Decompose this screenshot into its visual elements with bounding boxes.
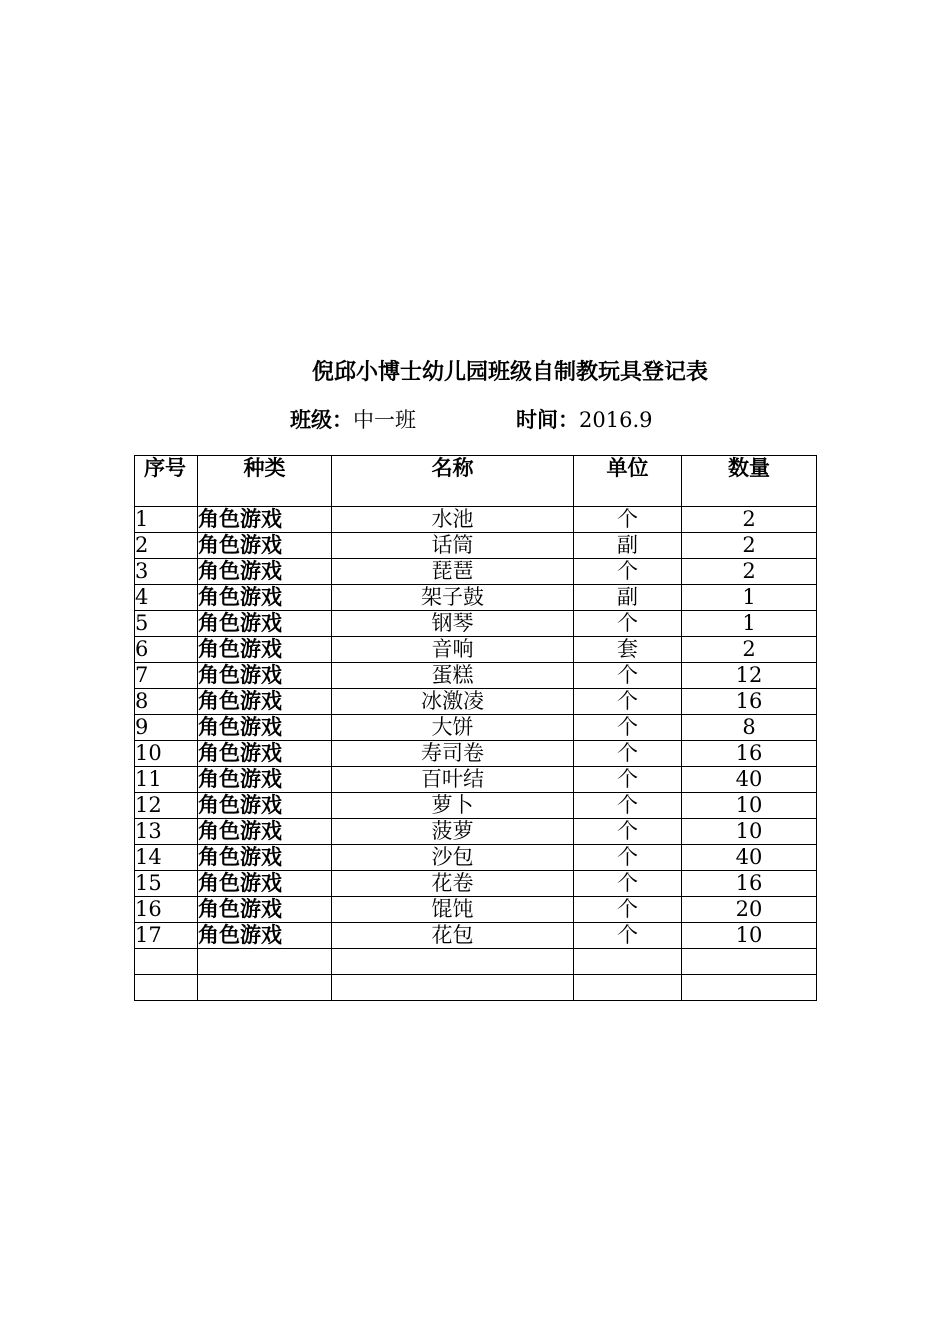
cell-type: 角色游戏 — [198, 845, 332, 871]
cell-seq: 1 — [135, 507, 198, 533]
cell-seq: 3 — [135, 559, 198, 585]
cell-seq: 16 — [135, 897, 198, 923]
table-body — [135, 507, 817, 1001]
cell-unit: 个 — [574, 507, 682, 533]
cell-name: 蛋糕 — [332, 663, 574, 689]
cell-name: 萝卜 — [332, 793, 574, 819]
table-row — [135, 845, 817, 871]
cell-quantity — [682, 975, 817, 1001]
cell-name: 琵琶 — [332, 559, 574, 585]
page-title: 倪邱小博士幼儿园班级自制教玩具登记表 — [311, 360, 708, 385]
cell-unit: 个 — [574, 689, 682, 715]
cell-quantity: 40 — [682, 845, 817, 871]
header-unit: 单位 — [574, 456, 682, 507]
cell-unit: 个 — [574, 767, 682, 793]
table-row — [135, 507, 817, 533]
cell-unit: 个 — [574, 897, 682, 923]
cell-type: 角色游戏 — [198, 741, 332, 767]
cell-quantity: 10 — [682, 923, 817, 949]
cell-type: 角色游戏 — [198, 923, 332, 949]
header-name: 名称 — [332, 456, 574, 507]
table-row — [135, 533, 817, 559]
table-row — [135, 793, 817, 819]
header-type: 种类 — [198, 456, 332, 507]
table-row — [135, 585, 817, 611]
table-row — [135, 663, 817, 689]
table-row — [135, 715, 817, 741]
cell-quantity: 16 — [682, 689, 817, 715]
cell-type: 角色游戏 — [198, 897, 332, 923]
class-info — [290, 404, 416, 436]
cell-type: 角色游戏 — [198, 689, 332, 715]
cell-quantity: 2 — [682, 559, 817, 585]
cell-name: 馄饨 — [332, 897, 574, 923]
cell-seq: 6 — [135, 637, 198, 663]
table-row — [135, 923, 817, 949]
cell-unit: 套 — [574, 637, 682, 663]
cell-name — [332, 975, 574, 1001]
cell-name: 寿司卷 — [332, 741, 574, 767]
cell-name: 大饼 — [332, 715, 574, 741]
cell-seq: 2 — [135, 533, 198, 559]
table-row — [135, 975, 817, 1001]
header-quantity: 数量 — [682, 456, 817, 507]
cell-unit: 个 — [574, 871, 682, 897]
cell-quantity: 1 — [682, 611, 817, 637]
table-header-row — [135, 456, 817, 507]
cell-quantity — [682, 949, 817, 975]
cell-seq — [135, 975, 198, 1001]
cell-quantity: 2 — [682, 637, 817, 663]
cell-unit: 个 — [574, 845, 682, 871]
cell-name: 钢琴 — [332, 611, 574, 637]
cell-type: 角色游戏 — [198, 871, 332, 897]
cell-name: 架子鼓 — [332, 585, 574, 611]
cell-seq: 10 — [135, 741, 198, 767]
cell-type — [198, 975, 332, 1001]
time-label: 时间： — [516, 408, 579, 432]
cell-name — [332, 949, 574, 975]
cell-seq: 11 — [135, 767, 198, 793]
cell-type: 角色游戏 — [198, 715, 332, 741]
table-row — [135, 897, 817, 923]
cell-seq: 12 — [135, 793, 198, 819]
cell-quantity: 20 — [682, 897, 817, 923]
cell-unit: 个 — [574, 923, 682, 949]
table-row — [135, 871, 817, 897]
cell-quantity: 2 — [682, 533, 817, 559]
cell-seq: 5 — [135, 611, 198, 637]
time-info — [516, 404, 652, 436]
cell-quantity: 12 — [682, 663, 817, 689]
cell-quantity: 10 — [682, 819, 817, 845]
cell-seq: 9 — [135, 715, 198, 741]
cell-name: 音响 — [332, 637, 574, 663]
cell-seq: 8 — [135, 689, 198, 715]
table-row — [135, 949, 817, 975]
cell-seq — [135, 949, 198, 975]
cell-unit: 个 — [574, 715, 682, 741]
table-row — [135, 611, 817, 637]
cell-quantity: 16 — [682, 871, 817, 897]
cell-unit: 副 — [574, 585, 682, 611]
cell-quantity: 8 — [682, 715, 817, 741]
cell-type: 角色游戏 — [198, 637, 332, 663]
cell-seq: 7 — [135, 663, 198, 689]
cell-name: 冰激凌 — [332, 689, 574, 715]
table-row — [135, 819, 817, 845]
cell-quantity: 1 — [682, 585, 817, 611]
cell-unit — [574, 975, 682, 1001]
cell-quantity: 40 — [682, 767, 817, 793]
cell-name: 话筒 — [332, 533, 574, 559]
cell-name: 花包 — [332, 923, 574, 949]
cell-type: 角色游戏 — [198, 611, 332, 637]
class-label: 班级： — [290, 408, 353, 432]
table-row — [135, 559, 817, 585]
cell-type: 角色游戏 — [198, 533, 332, 559]
cell-unit — [574, 949, 682, 975]
table-row — [135, 741, 817, 767]
cell-seq: 17 — [135, 923, 198, 949]
header-seq: 序号 — [135, 456, 198, 507]
toy-register-table — [134, 455, 817, 1001]
cell-seq: 4 — [135, 585, 198, 611]
cell-unit: 个 — [574, 559, 682, 585]
cell-quantity: 10 — [682, 793, 817, 819]
cell-name: 沙包 — [332, 845, 574, 871]
cell-type: 角色游戏 — [198, 793, 332, 819]
class-value: 中一班 — [353, 408, 416, 432]
cell-unit: 个 — [574, 741, 682, 767]
cell-type: 角色游戏 — [198, 819, 332, 845]
cell-type — [198, 949, 332, 975]
cell-type: 角色游戏 — [198, 559, 332, 585]
cell-name: 百叶结 — [332, 767, 574, 793]
cell-type: 角色游戏 — [198, 767, 332, 793]
table-row — [135, 767, 817, 793]
cell-name: 花卷 — [332, 871, 574, 897]
cell-quantity: 16 — [682, 741, 817, 767]
cell-seq: 14 — [135, 845, 198, 871]
cell-unit: 个 — [574, 793, 682, 819]
cell-unit: 个 — [574, 663, 682, 689]
table-row — [135, 637, 817, 663]
cell-seq: 13 — [135, 819, 198, 845]
cell-quantity: 2 — [682, 507, 817, 533]
cell-unit: 副 — [574, 533, 682, 559]
cell-unit: 个 — [574, 819, 682, 845]
time-value: 2016.9 — [579, 408, 653, 432]
cell-type: 角色游戏 — [198, 663, 332, 689]
cell-type: 角色游戏 — [198, 585, 332, 611]
cell-unit: 个 — [574, 611, 682, 637]
cell-name: 水池 — [332, 507, 574, 533]
cell-seq: 15 — [135, 871, 198, 897]
cell-name: 菠萝 — [332, 819, 574, 845]
table-row — [135, 689, 817, 715]
cell-type: 角色游戏 — [198, 507, 332, 533]
